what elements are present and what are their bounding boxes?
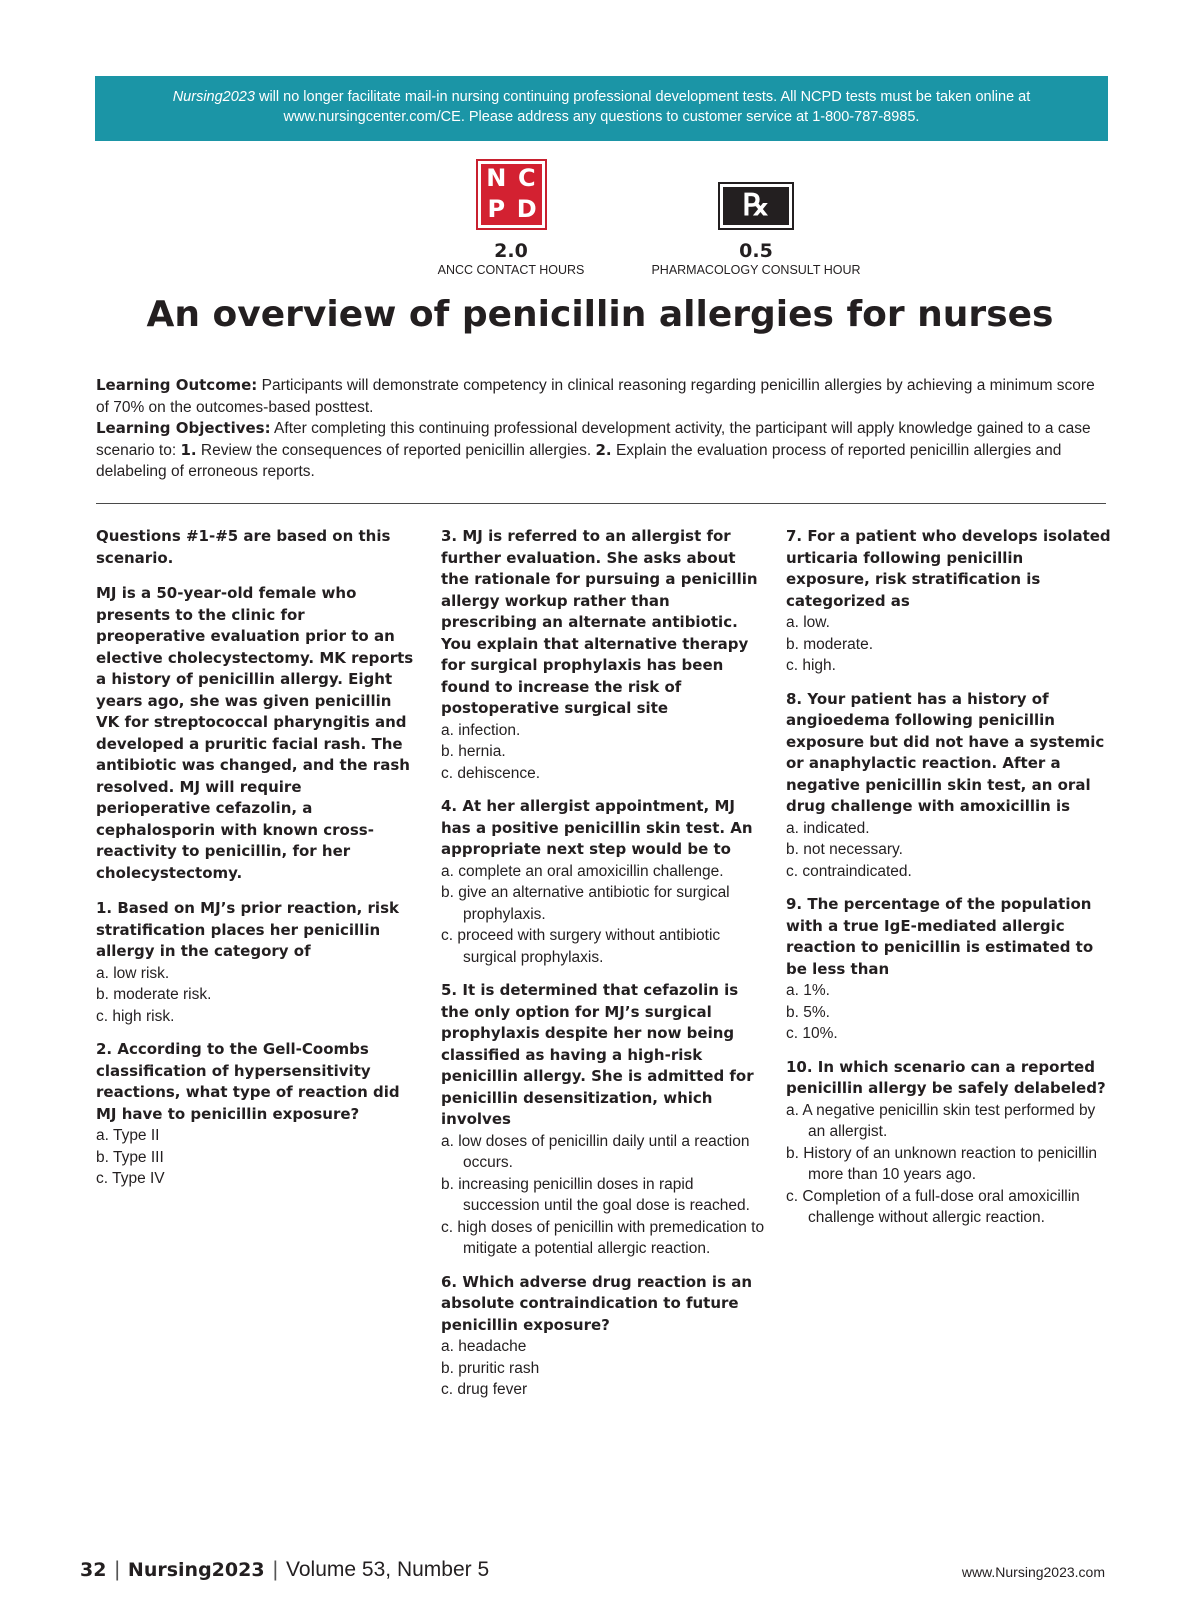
answer-option: c. high doses of penicillin with premedication to mitigate a potential allergic reaction. [441, 1218, 765, 1257]
issue-info: Volume 53, Number 5 [286, 1558, 490, 1581]
question-1 [96, 898, 414, 1027]
answer-option: b. moderate risk. [96, 986, 212, 1003]
answer-option: a. low risk. [96, 964, 170, 982]
answer-option: b. Type III [96, 1148, 164, 1166]
notice-magazine-name: Nursing2023 [172, 89, 255, 105]
notice-line-1-text: will no longer facilitate mail-in nursing continuing professional development tests. All NCPD tests must be taken online at [254, 89, 1031, 105]
answer-option: a. headache [441, 1338, 527, 1355]
column-1 [96, 526, 414, 1202]
question-text: 3. MJ is referred to an allergist for further evaluation. She asks about the rationale for pursuing a penicillin allergy workup rather than prescribing an alternate antibiotic. You explain that alternative therapy for surgical prophylaxis has been found to increase the risk of postoperative surgical site [441, 527, 758, 717]
pharmacology-hours-label: PHARMACOLOGY CONSULT HOUR [651, 263, 861, 277]
question-text: 6. Which adverse drug reaction is an absolute contraindication to future penicillin exposure? [441, 1272, 753, 1334]
question-text: 9. The percentage of the population with a true IgE-mediated allergic reaction to penicillin is estimated to be less than [786, 895, 1094, 978]
answer-option: b. hernia. [441, 743, 506, 760]
objective-1-text: Review the consequences of reported penicillin allergies. [196, 441, 596, 459]
footer-separator: | [272, 1558, 279, 1581]
answer-option: b. History of an unknown reaction to penicillin more than 10 years ago. [786, 1144, 1098, 1183]
answer-option: b. pruritic rash [441, 1359, 540, 1377]
ncpd-letter-n: N [486, 164, 507, 192]
question-text: 10. In which scenario can a reported penicillin allergy be safely delabeled? [786, 1057, 1106, 1097]
learning-outcome-label: Learning Outcome: [96, 376, 258, 394]
learning-outcome [96, 375, 1106, 418]
pharmacology-hours-value: 0.5 [739, 240, 773, 262]
answer-option: b. increasing penicillin doses in rapid succession until the goal dose is reached. [441, 1175, 750, 1214]
contact-hours-value: 2.0 [494, 240, 528, 262]
answer-option: b. give an alternative antibiotic for surgical prophylaxis. [441, 884, 730, 923]
answer-option: b. 5%. [786, 1003, 830, 1021]
question-5 [441, 980, 766, 1260]
notice-banner [95, 76, 1108, 141]
question-text: 2. According to the Gell-Coombs classification of hypersensitivity reactions, what type of reaction did MJ have to penicillin exposure? [96, 1040, 400, 1123]
article-title: An overview of penicillin allergies for nurses [146, 294, 1054, 335]
learning-objectives [96, 418, 1106, 483]
notice-line-1 [95, 87, 1108, 107]
scenario-text: MJ is a 50-year-old female who presents to the clinic for preoperative evaluation prior to an elective cholecystectomy. MK reports a history of penicillin allergy. Eight years ago, she was given penicillin VK for streptococcal pharyngitis and developed a pruritic facial rash. The antibiotic was changed, and the rash resolved. MJ will require perioperative cefazolin, a cephalosporin with known cross-reactivity to penicillin, for her cholecystectomy. [96, 584, 414, 882]
question-2 [96, 1039, 414, 1190]
answer-option: a. low. [786, 614, 830, 631]
objective-1-number: 1. [180, 440, 197, 459]
ncpd-letter-c: C [517, 164, 536, 192]
answer-option: a. A negative penicillin skin test performed by an allergist. [786, 1101, 1096, 1140]
objective-2-text: Explain the evaluation process of reported penicillin allergies and delabeling of erroneous reports. [96, 441, 1062, 480]
learning-objectives-text: After completing this continuing professional development activity, the participant will apply knowledge gained to a case scenario to: [96, 420, 1091, 459]
scenario-heading: Questions #1-#5 are based on this scenario. [96, 527, 391, 567]
pharmacology-badge [638, 157, 874, 278]
rx-icon [718, 182, 794, 230]
ncpd-badge [400, 157, 622, 278]
question-text: 1. Based on MJ’s prior reaction, risk stratification places her penicillin allergy in the category of [96, 899, 399, 960]
answer-option: a. indicated. [786, 819, 870, 837]
answer-option: a. 1%. [786, 982, 830, 999]
question-text: 4. At her allergist appointment, MJ has a positive penicillin skin test. An appropriate next step would be to [441, 797, 753, 858]
column-3 [786, 526, 1111, 1241]
notice-line-2: www.nursingcenter.com/CE. Please address any questions to customer service at 1-800-787-8985. [283, 109, 920, 125]
learning-intro [96, 375, 1106, 483]
answer-option: b. not necessary. [786, 841, 903, 858]
answer-option: c. Completion of a full-dose oral amoxicillin challenge without allergic reaction. [786, 1187, 1080, 1226]
answer-option: a. complete an oral amoxicillin challenge. [441, 862, 724, 880]
question-6 [441, 1272, 766, 1401]
magazine-name: Nursing2023 [127, 1559, 265, 1581]
question-3 [441, 526, 766, 784]
question-4 [441, 796, 766, 968]
page-number: 32 [80, 1559, 107, 1581]
answer-option: a. infection. [441, 721, 521, 739]
answer-option: c. dehiscence. [441, 764, 541, 782]
page-footer [80, 1556, 489, 1584]
question-text: 8. Your patient has a history of angioedema following penicillin exposure but did not have a systemic or anaphylactic reaction. After a negative penicillin skin test, an oral drug challenge with amoxicillin is [786, 689, 1105, 815]
answer-option: b. moderate. [786, 635, 874, 653]
answer-option: a. Type II [96, 1127, 160, 1144]
section-divider [96, 503, 1106, 504]
answer-option: c. contraindicated. [786, 862, 912, 880]
contact-hours-label: ANCC CONTACT HOURS [437, 263, 585, 277]
answer-option: c. drug fever [441, 1381, 528, 1398]
answer-option: c. proceed with surgery without antibiotic surgical prophylaxis. [441, 927, 721, 966]
question-7 [786, 526, 1111, 677]
answer-option: a. low doses of penicillin daily until a reaction occurs. [441, 1132, 750, 1171]
question-text: 5. It is determined that cefazolin is the only option for MJ’s surgical prophylaxis despite her now being classified as having a high-risk penicillin allergy. She is admitted for penicillin desensitization, which involves [441, 981, 754, 1128]
objective-2-number: 2. [595, 440, 612, 459]
learning-objectives-label: Learning Objectives: [96, 419, 271, 437]
ncpd-letter-d: D [516, 194, 537, 223]
rx-symbol: ℞ [723, 187, 789, 225]
answer-option: c. 10%. [786, 1025, 838, 1042]
question-text: 7. For a patient who develops isolated urticaria following penicillin exposure, risk stratification is categorized as [786, 527, 1111, 610]
answer-option: c. high. [786, 657, 836, 674]
ncpd-letter-p: P [487, 194, 506, 223]
answer-option: c. high risk. [96, 1007, 175, 1025]
question-9 [786, 894, 1111, 1045]
footer-separator: | [114, 1558, 120, 1581]
ncpd-logo [476, 159, 547, 230]
website-link[interactable]: www.Nursing2023.com [961, 1564, 1105, 1580]
answer-option: c. Type IV [96, 1170, 165, 1187]
column-2 [441, 526, 766, 1413]
question-8 [786, 689, 1111, 883]
question-10 [786, 1057, 1111, 1229]
learning-outcome-text: Participants will demonstrate competency in clinical reasoning regarding penicillin allergies by achieving a minimum score of 70% on the outcomes-based posttest. [96, 377, 1095, 416]
